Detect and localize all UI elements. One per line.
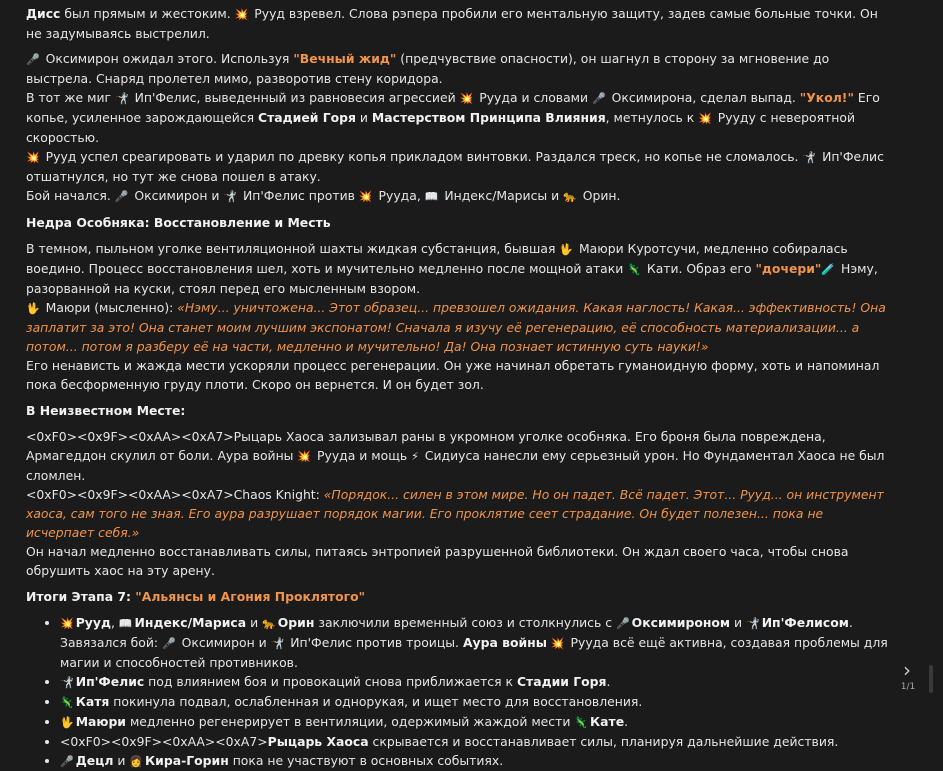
microphone-icon: 🎤: [114, 190, 129, 203]
section-heading: [26, 587, 894, 606]
person-icon: 👩: [129, 755, 144, 768]
text: был прямым и жестоким.: [60, 6, 235, 21]
text: <0xF0><0x9F><0xAA><0xA7>Рыцарь Хаоса зализывал раны в укромном уголке особняка. Его броня была повреждена, Армагеддон скулил от боли. Аура войны: [26, 429, 826, 463]
text: ,: [110, 615, 119, 630]
text: Маюри Куротсучи, медленно собиралась воедино. Процесс восстановления шел, хоть и мучительно медленно после мощной атаки: [26, 241, 848, 276]
text: Индекс/Марисы и: [440, 188, 564, 203]
text: и: [246, 615, 263, 630]
paragraph-mayuri-recovery: [26, 239, 894, 298]
bold-text: Кира-Горин: [145, 753, 229, 768]
fencer-icon: 🤺: [745, 617, 760, 630]
list-item: [60, 672, 894, 692]
fencer-icon: 🤺: [802, 151, 817, 164]
text: Рууд успел среагировать и ударил по древку копья прикладом винтовки. Раздался треск, но копье не сломалось.: [41, 149, 803, 164]
paragraph-chaos-knight-quote: [26, 485, 894, 542]
list-item: [60, 712, 894, 732]
lightning-icon: ⚡: [411, 450, 419, 463]
explosion-icon: 💥: [234, 8, 249, 21]
text: пока не участвуют в основных событиях.: [228, 753, 504, 768]
text: Рууда всё ещё активна, создавая проблемы для магии и способностей противников.: [60, 635, 888, 670]
section-heading: В Неизвестном Месте:: [26, 403, 186, 418]
explosion-icon: 💥: [698, 112, 712, 125]
text: Кати. Образ его: [642, 261, 756, 276]
section-heading: Недра Особняка: Восстановление и Месть: [26, 215, 331, 230]
fencer-icon: 🤺: [114, 92, 129, 105]
explosion-icon: 💥: [297, 450, 312, 463]
microphone-icon: 🎤: [60, 755, 74, 768]
text: заключили временный союз и столкнулись с: [314, 615, 616, 630]
text: Орин.: [578, 188, 621, 203]
fencer-icon: 🤺: [270, 637, 285, 650]
microphone-icon: 🎤: [615, 617, 630, 630]
bold-text: Индекс/Мариса: [134, 615, 247, 630]
hand-icon: 🖖: [60, 716, 74, 729]
page-indicator: 1/1: [900, 682, 916, 692]
text: Рууду с невероятной скоростью.: [26, 110, 856, 145]
microphone-icon: 🎤: [592, 92, 606, 105]
bold-text: Рыцарь Хаоса: [267, 734, 369, 749]
text: В темном, пыльном уголке вентиляционной шахты жидкая субстанция, бывшая: [26, 241, 560, 256]
explosion-icon: 💥: [358, 190, 373, 203]
text: Оксимирона, сделал выпад.: [607, 90, 800, 105]
bold-text: Кате: [590, 714, 625, 729]
highlight-text: "Укол!": [799, 90, 854, 105]
text: (предчувствие опасности), он шагнул в сторону за мгновение до выстрела. Снаряд пролетел мимо, разворотив стену коридора.: [26, 51, 830, 86]
text: Оксимирон и: [177, 635, 271, 650]
leopard-icon: 🐆: [563, 190, 577, 203]
text: и: [355, 110, 372, 125]
text: , метнулось к: [605, 110, 699, 125]
text: .: [624, 714, 629, 729]
microphone-icon: 🎤: [162, 637, 176, 650]
hand-icon: 🖖: [26, 302, 40, 315]
list-item: [60, 751, 894, 771]
book-icon: 📖: [118, 617, 133, 630]
text: В тот же миг: [26, 90, 115, 105]
bold-text: Дисс: [26, 6, 61, 21]
bold-text: Маюри: [75, 714, 126, 729]
text: Оксимирон и: [130, 188, 224, 203]
text: покинула подвал, ослабленная и однорукая, и ищет место для восстановления.: [109, 694, 643, 709]
bold-text: Ип'Фелис: [75, 674, 145, 689]
lizard-icon: 🦎: [574, 716, 589, 729]
text: Бой начался.: [26, 188, 115, 203]
text: Ип'Фелис отшатнулся, но тут же снова пошел в атаку.: [26, 149, 884, 184]
text: Нэму, разорванной на куски, стоял перед его мысленным взором.: [26, 261, 878, 296]
next-page-arrow-icon[interactable]: ›: [903, 658, 911, 682]
quote-text: «Порядок... силен в этом мире. Но он падет. Всё падет. Этот... Рууд... он инструмент хаоса, сам того не зная. Его аура разрушает порядок магии. Его проклятие сеет страдание. Он будет полезен... пока не исчерпает себя.»: [26, 487, 884, 540]
bold-text: Орин: [277, 615, 315, 630]
paragraph-chaos-knight: [26, 427, 894, 485]
lizard-icon: 🦎: [627, 263, 641, 276]
paragraph-oxxxymiron-dodge: [26, 49, 894, 88]
message-content: [26, 4, 894, 771]
explosion-icon: 💥: [550, 637, 565, 650]
list-item: [60, 613, 894, 672]
paragraph-mayuri-thoughts: [26, 298, 894, 356]
book-icon: 📖: [424, 190, 439, 203]
bold-text: Мастерством Принципа Влияния: [371, 110, 606, 125]
text: Сидиуса нанесли ему серьезный урон. Но Фундаментал Хаоса не был сломлен.: [26, 448, 885, 483]
highlight-text: "Альянсы и Агония Проклятого": [135, 589, 366, 604]
text: медленно регенерирует в вентиляции, одержимый жаждой мести: [126, 714, 575, 729]
bold-text: Стадии Горя: [516, 674, 607, 689]
summary-list: [26, 613, 894, 771]
explosion-icon: 💥: [60, 617, 74, 630]
text: под влиянием боя и провокаций снова приближается к: [144, 674, 517, 689]
text: .: [606, 674, 611, 689]
lizard-icon: 🦎: [60, 696, 74, 709]
bold-text: Оксимироном: [631, 615, 731, 630]
text: и: [730, 615, 746, 630]
list-item: [60, 732, 894, 751]
paragraph-chaos-knight-rest: Он начал медленно восстанавливать силы, питаясь энтропией разрушенной библиотеки. Он ждал своего часа, чтобы снова обрушить хаос на эту арену.: [26, 544, 849, 578]
paragraph-ipfelis-attack: [26, 88, 894, 147]
fencer-icon: 🤺: [60, 676, 74, 689]
text: Итоги Этапа 7:: [26, 589, 136, 604]
leopard-icon: 🐆: [262, 617, 276, 630]
paragraph-diss: [26, 4, 894, 43]
text: <0xF0><0x9F><0xAA><0xA7>Chaos Knight:: [26, 487, 324, 502]
bold-text: Аура войны: [462, 635, 547, 650]
text: Рууда и мощь: [313, 448, 412, 463]
text: Его копье, усиленное зарождающейся: [26, 90, 880, 125]
hand-icon: 🖖: [559, 243, 574, 256]
highlight-text: "Вечный жид": [293, 51, 397, 66]
list-item: [60, 692, 894, 712]
paragraph-ruud-block: [26, 147, 894, 186]
text: . Завязался бой:: [60, 615, 853, 650]
quote-text: «Нэму... уничтожена... Этот образец... превзошел ожидания. Какая наглость! Какая... эффективность! Она заплатит за это! Она станет моим лучшим экспонатом! Сначала я изучу её регенерацию, её способность материализации... а потом... потом я разберу её на части, медленно и мучительно! Да! Она познает истинную суть науки!»: [26, 300, 886, 354]
text: Ип'Фелис, выведенный из равновесия агрессией: [130, 90, 460, 105]
text: Рууда,: [374, 188, 425, 203]
syringe-icon: 🧪: [821, 263, 836, 276]
text: Маюри (мысленно):: [41, 300, 178, 315]
bold-text: Стадией Горя: [258, 110, 356, 125]
scrollbar[interactable]: [929, 665, 933, 693]
explosion-icon: 💥: [26, 151, 40, 164]
text: <0xF0><0x9F><0xAA><0xA7>: [60, 734, 268, 749]
text: Ип'Фелис против троицы.: [286, 635, 463, 650]
bold-text: Рууд: [75, 615, 111, 630]
fencer-icon: 🤺: [223, 190, 238, 203]
text: скрывается и восстанавливает силы, планируя дальнейшие действия.: [368, 734, 839, 749]
text: Рууда и словами: [475, 90, 593, 105]
bold-text: Ип'Фелисом: [761, 615, 849, 630]
text: Ип'Фелис против: [239, 188, 359, 203]
microphone-icon: 🎤: [26, 53, 40, 66]
text: Оксимирон ожидал этого. Используя: [41, 51, 294, 66]
text: и: [113, 753, 130, 768]
paragraph-mayuri-hatred: Его ненависть и жажда мести ускоряли процесс регенерации. Он уже начинал обретать гуманоидную форму, хоть и напоминал пока бесформенную груду плоти. Скоро он вернется. И он будет зол.: [26, 358, 880, 392]
paragraph-battle-start: [26, 186, 894, 206]
highlight-text: "дочери": [755, 261, 822, 276]
text: Рууд взревел. Слова рэпера пробили его ментальную защиту, задев самые больные точки. Он не задумываясь выстрелил.: [26, 6, 878, 41]
bold-text: Катя: [75, 694, 110, 709]
bold-text: Децл: [75, 753, 114, 768]
explosion-icon: 💥: [459, 92, 474, 105]
